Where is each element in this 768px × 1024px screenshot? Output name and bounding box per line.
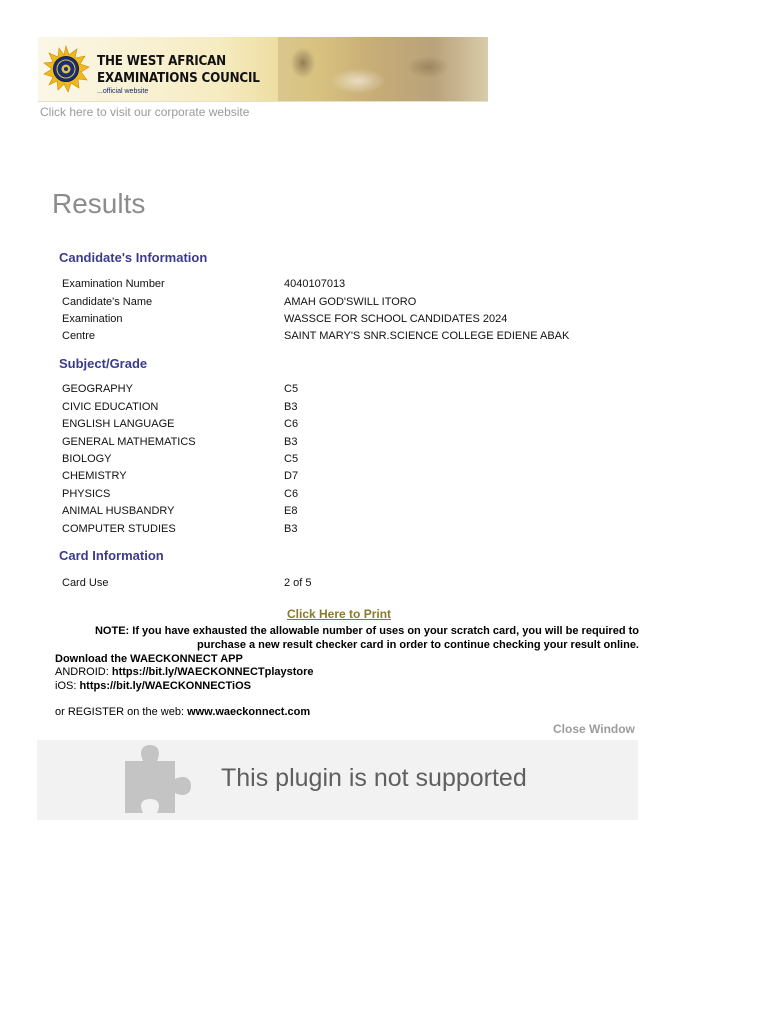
subject-name: CHEMISTRY [62, 470, 127, 482]
register-label: or REGISTER on the web: [55, 706, 188, 718]
subject-name: GENERAL MATHEMATICS [62, 436, 196, 448]
unsupported-plugin-box [37, 740, 638, 820]
page-title: Results [52, 188, 146, 219]
ios-line [55, 680, 251, 692]
subject-name: ANIMAL HUSBANDRY [62, 505, 175, 517]
info-row-examination [62, 313, 622, 330]
subject-name: GEOGRAPHY [62, 383, 133, 395]
info-value: AMAH GOD'SWILL ITORO [284, 296, 417, 308]
table-row [62, 488, 622, 505]
subject-grade: B3 [284, 401, 298, 413]
android-playstore-link[interactable]: https://bit.ly/WAECKONNECTplaystore [111, 666, 314, 678]
subject-name: CIVIC EDUCATION [62, 401, 159, 413]
info-value: 4040107013 [284, 278, 346, 290]
info-row-card-use [62, 577, 622, 594]
ios-app-link[interactable]: https://bit.ly/WAECKONNECTiOS [79, 680, 251, 692]
subject-grade: D7 [284, 470, 299, 482]
table-row [62, 470, 622, 487]
subject-grade: C5 [284, 453, 299, 465]
puzzle-piece-icon [123, 743, 193, 815]
header-banner[interactable] [38, 37, 488, 102]
corporate-website-link[interactable]: Click here to visit our corporate website [40, 105, 250, 119]
info-row-candidate-name [62, 296, 622, 313]
android-label: ANDROID: [55, 666, 112, 678]
subject-grade: C5 [284, 383, 299, 395]
org-name: THE WEST AFRICAN EXAMINATIONS COUNCIL [97, 54, 260, 86]
info-label: Examination Number [62, 278, 165, 290]
info-row-exam-number [62, 278, 622, 295]
subject-grade: E8 [284, 505, 298, 517]
info-label: Centre [62, 330, 96, 342]
info-label: Candidate's Name [62, 296, 153, 308]
info-value: WASSCE FOR SCHOOL CANDIDATES 2024 [284, 313, 508, 325]
note-text: If you have exhausted the allowable number of uses on your scratch card, you will be required to purchase a new result checker card in order to continue checking your result online. [129, 625, 639, 651]
register-line [55, 706, 310, 718]
info-row-centre [62, 330, 622, 347]
download-app-title: Download the WAECKONNECT APP [55, 653, 243, 665]
info-label: Examination [62, 313, 123, 325]
candidate-info-title: Candidate's Information [59, 250, 208, 265]
subject-grade: C6 [284, 488, 299, 500]
subject-grade-title: Subject/Grade [59, 356, 148, 371]
org-subtitle: ...official website [97, 88, 149, 95]
table-row [62, 401, 622, 418]
scratch-card-note [55, 624, 639, 652]
subject-name: ENGLISH LANGUAGE [62, 418, 175, 430]
subject-grade: C6 [284, 418, 299, 430]
table-row [62, 523, 622, 540]
subject-name: BIOLOGY [62, 453, 112, 465]
subject-name: PHYSICS [62, 488, 111, 500]
table-row [62, 436, 622, 453]
card-info-title: Card Information [59, 548, 164, 563]
info-value: 2 of 5 [284, 577, 312, 589]
android-line [55, 666, 314, 678]
table-row [62, 418, 622, 435]
info-value: SAINT MARY'S SNR.SCIENCE COLLEGE EDIENE ABAK [284, 330, 570, 342]
subject-name: COMPUTER STUDIES [62, 523, 176, 535]
table-row [62, 505, 622, 522]
header-photo [278, 37, 488, 101]
subject-grade: B3 [284, 523, 298, 535]
subject-grade: B3 [284, 436, 298, 448]
table-row [62, 383, 622, 400]
waec-logo-icon [42, 45, 90, 93]
table-row [62, 453, 622, 470]
ios-label: iOS: [55, 680, 80, 692]
close-window-link[interactable]: Close Window [553, 722, 635, 736]
register-web-link[interactable]: www.waeckonnect.com [187, 706, 311, 718]
info-label: Card Use [62, 577, 109, 589]
note-label: NOTE: [94, 625, 130, 637]
plugin-unsupported-message: This plugin is not supported [221, 764, 527, 792]
print-link[interactable]: Click Here to Print [287, 607, 392, 621]
